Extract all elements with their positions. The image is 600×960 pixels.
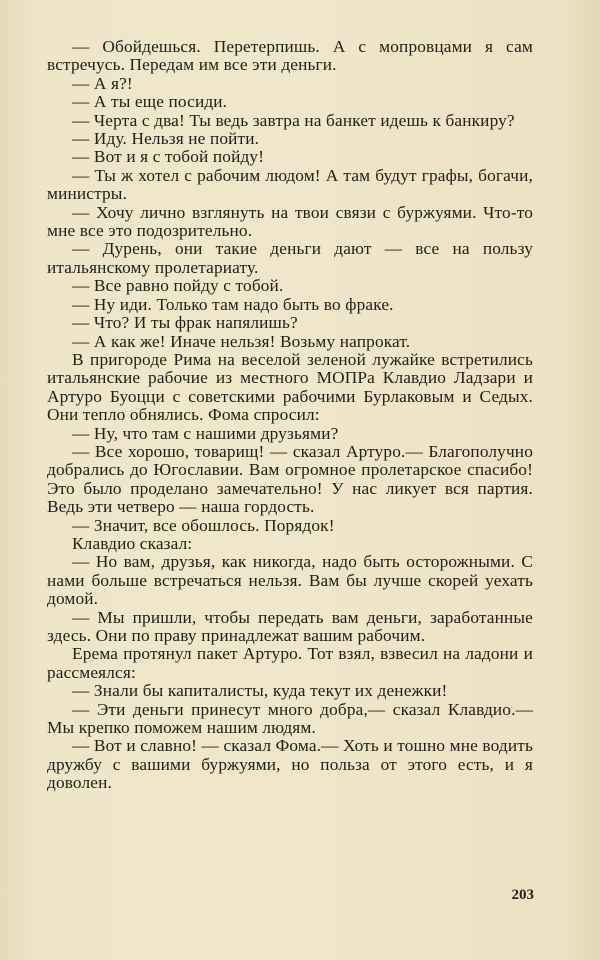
paragraph: — А как же! Иначе нельзя! Возьму напрокат. <box>72 331 411 351</box>
paragraph: — Иду. Нельзя не пойти. <box>72 129 260 149</box>
paragraph: — Ну иди. Только там надо быть во фраке. <box>72 294 394 314</box>
paragraph: — Хочу лично взглянуть на твои связи с буржуями. Что-то мне все это подозрительно. <box>47 202 533 241</box>
body-text <box>47 38 533 793</box>
paragraph: — Что? И ты фрак напялишь? <box>72 313 298 333</box>
page-number: 203 <box>511 887 534 903</box>
paragraph: — Все хорошо, товарищ! — сказал Артуро.— Благополучно добрались до Югославии. Вам огромное пролетарское спасибо! Это было проделано замечательно! У нас ликует вся партия. Ведь эти четверо — наша гордость. <box>47 441 533 517</box>
paragraph: — Дурень, они такие деньги дают — все на пользу итальянскому пролетариату. <box>47 239 533 277</box>
paragraph: — Ты ж хотел с рабочим людом! А там будут графы, богачи, министры. <box>47 165 533 204</box>
paragraph: — Знали бы капиталисты, куда текут их денежки! <box>72 681 448 701</box>
paragraph: Клавдио сказал: <box>72 533 193 553</box>
paragraph: В пригороде Рима на веселой зеленой лужайке встретились итальянские рабочие из местного МОПРа Клавдио Ладзари и Артуро Буоцци с советскими рабочими Бурлаковым и Седых. Они тепло обнялись. Фома спросил: <box>47 349 533 425</box>
paragraph: — Вот и славно! — сказал Фома.— Хоть и тошно мне водить дружбу с вашими буржуями, но польза от этого есть, и я доволен. <box>47 736 533 793</box>
paragraph: Ерема протянул пакет Артуро. Тот взял, взвесил на ладони и рассмеялся: <box>47 644 533 682</box>
paragraph: — Но вам, друзья, как никогда, надо быть осторожными. С нами больше встречаться нельзя. Вам бы лучше скорей уехать домой. <box>47 552 533 609</box>
paragraph: — Значит, все обошлось. Порядок! <box>72 515 335 535</box>
paragraph: — Ну, что там с нашими друзьями? <box>72 423 339 443</box>
paragraph: — Вот и я с тобой пойду! <box>72 147 265 167</box>
paragraph: — А я?! <box>72 73 133 93</box>
paragraph: — Обойдешься. Перетерпишь. А с мопровцами я сам встречусь. Передам им все эти деньги. <box>47 37 533 75</box>
paragraph: — Мы пришли, чтобы передать вам деньги, заработанные здесь. Они по праву принадлежат вашим рабочим. <box>47 607 533 645</box>
paragraph: — Черта с два! Ты ведь завтра на банкет идешь к банкиру? <box>72 110 515 130</box>
paragraph: — Эти деньги принесут много добра,— сказал Клавдио.— Мы крепко поможем нашим людям. <box>47 699 533 738</box>
paragraph: — Все равно пойду с тобой. <box>72 276 284 296</box>
paragraph: — А ты еще посиди. <box>72 92 228 112</box>
